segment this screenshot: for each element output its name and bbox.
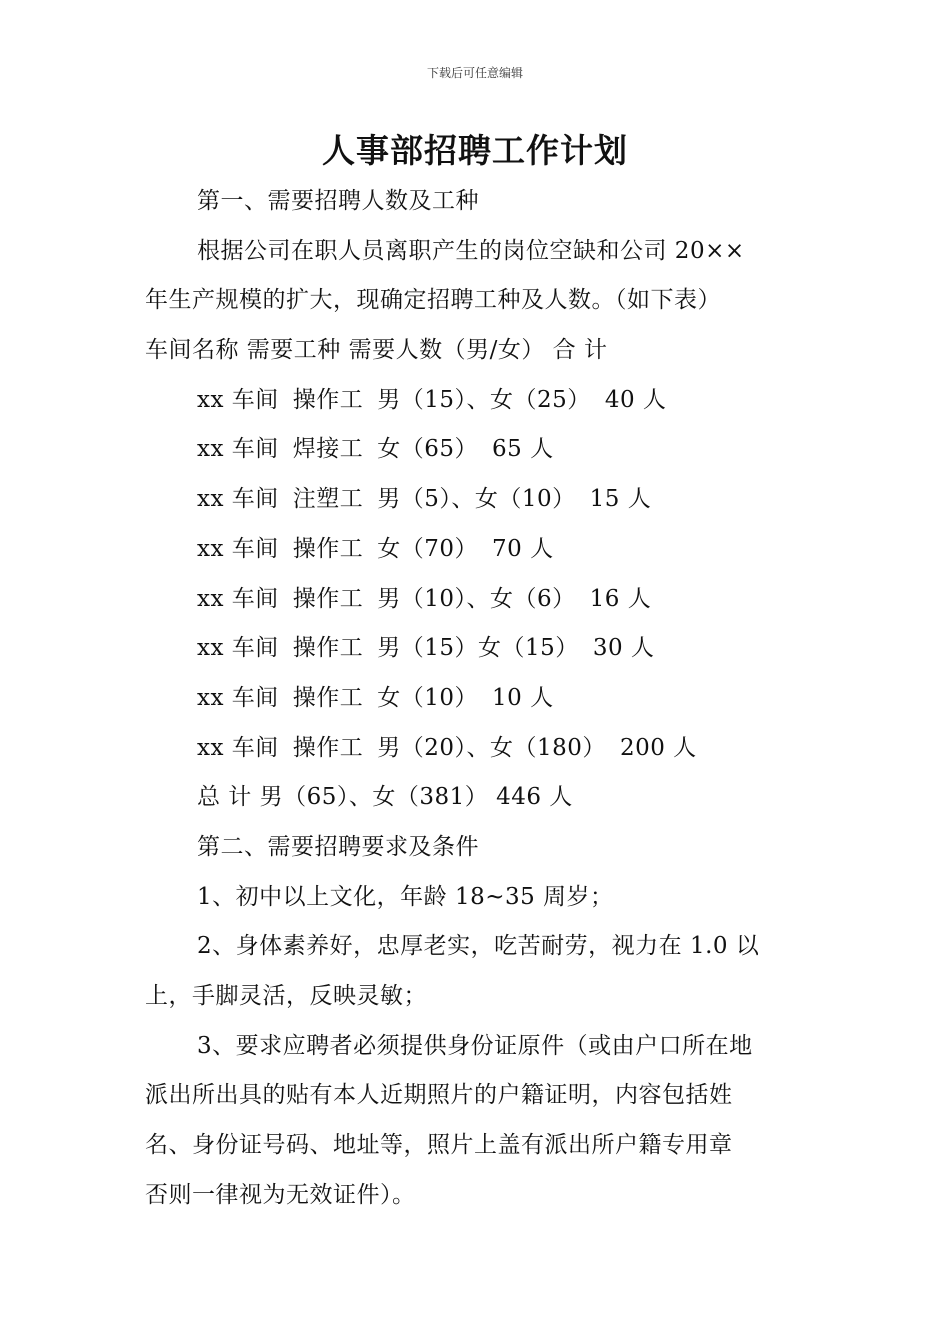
workshop-cell: xx 车间	[197, 635, 279, 662]
recruit-table	[145, 376, 810, 774]
table-row	[145, 525, 810, 575]
requirement-1: 1、初中以上文化，年龄 18~35 周岁；	[197, 883, 614, 910]
intro-line-1: 根据公司在职人员离职产生的岗位空缺和公司 20××	[197, 237, 745, 264]
total-cell: 30 人	[592, 635, 655, 662]
workshop-cell: xx 车间	[197, 436, 279, 463]
requirement-3-line-4: 否则一律视为无效证件）。	[145, 1181, 416, 1208]
total-cell: 15 人	[589, 486, 652, 513]
job-cell: 操作工	[292, 535, 364, 562]
count-cell: 女（70）	[377, 535, 479, 562]
table-header: 车间名称 需要工种 需要人数（男/女） 合 计	[145, 337, 608, 364]
job-cell: 焊接工	[292, 436, 364, 463]
job-cell: 操作工	[292, 386, 364, 413]
workshop-cell: xx 车间	[197, 386, 279, 413]
total-cell: 70 人	[492, 535, 554, 562]
count-cell: 男（15）女（15）	[377, 635, 579, 662]
requirement-2-line-2: 上，手脚灵活，反映灵敏；	[145, 983, 427, 1009]
table-row	[145, 724, 810, 774]
intro-line-2: 年生产规模的扩大，现确定招聘工种及人数。（如下表）	[145, 287, 721, 314]
requirement-3-line-1: 3、要求应聘者必须提供身份证原件（或由户口所在地	[197, 1032, 753, 1059]
requirement-3-line-2: 派出所出具的贴有本人近期照片的户籍证明，内容包括姓	[145, 1082, 733, 1109]
job-cell: 操作工	[292, 734, 364, 761]
header-note: 下载后可任意编辑	[426, 66, 523, 80]
table-row	[145, 624, 810, 674]
document-title: 人事部招聘工作计划	[322, 131, 628, 170]
job-cell: 操作工	[292, 684, 364, 711]
section1-heading: 第一、需要招聘人数及工种	[197, 188, 479, 214]
total-cell: 40 人	[604, 386, 667, 413]
count-cell: 男（10）、女（6）	[377, 585, 576, 612]
total-cell: 16 人	[589, 585, 652, 612]
workshop-cell: xx 车间	[197, 585, 279, 612]
count-cell: 女（10）	[377, 684, 479, 711]
total-cell: 10 人	[492, 684, 554, 711]
table-row	[145, 475, 810, 525]
section2-heading: 第二、需要招聘要求及条件	[197, 833, 479, 860]
total-cell: 65 人	[492, 436, 554, 463]
workshop-cell: xx 车间	[197, 734, 279, 761]
job-cell: 注塑工	[292, 486, 364, 513]
total-cell: 200 人	[619, 734, 697, 761]
requirement-3-line-3: 名、身份证号码、地址等，照片上盖有派出所户籍专用章	[145, 1132, 733, 1159]
total-line: 总 计 男（65）、女（381） 446 人	[197, 784, 573, 811]
count-cell: 男（20）、女（180）	[377, 734, 606, 761]
workshop-cell: xx 车间	[197, 486, 279, 513]
table-row	[145, 376, 810, 426]
job-cell: 操作工	[292, 635, 364, 662]
table-row	[145, 425, 810, 475]
workshop-cell: xx 车间	[197, 684, 279, 711]
document-body	[145, 177, 810, 1220]
count-cell: 女（65）	[377, 436, 479, 463]
requirement-2-line-1: 2、身体素养好，忠厚老实，吃苦耐劳，视力在 1.0 以	[197, 933, 760, 960]
job-cell: 操作工	[292, 585, 364, 612]
table-row	[145, 674, 810, 724]
count-cell: 男（5）、女（10）	[377, 486, 576, 513]
count-cell: 男（15）、女（25）	[377, 386, 591, 413]
workshop-cell: xx 车间	[197, 535, 279, 562]
table-row	[145, 575, 810, 625]
